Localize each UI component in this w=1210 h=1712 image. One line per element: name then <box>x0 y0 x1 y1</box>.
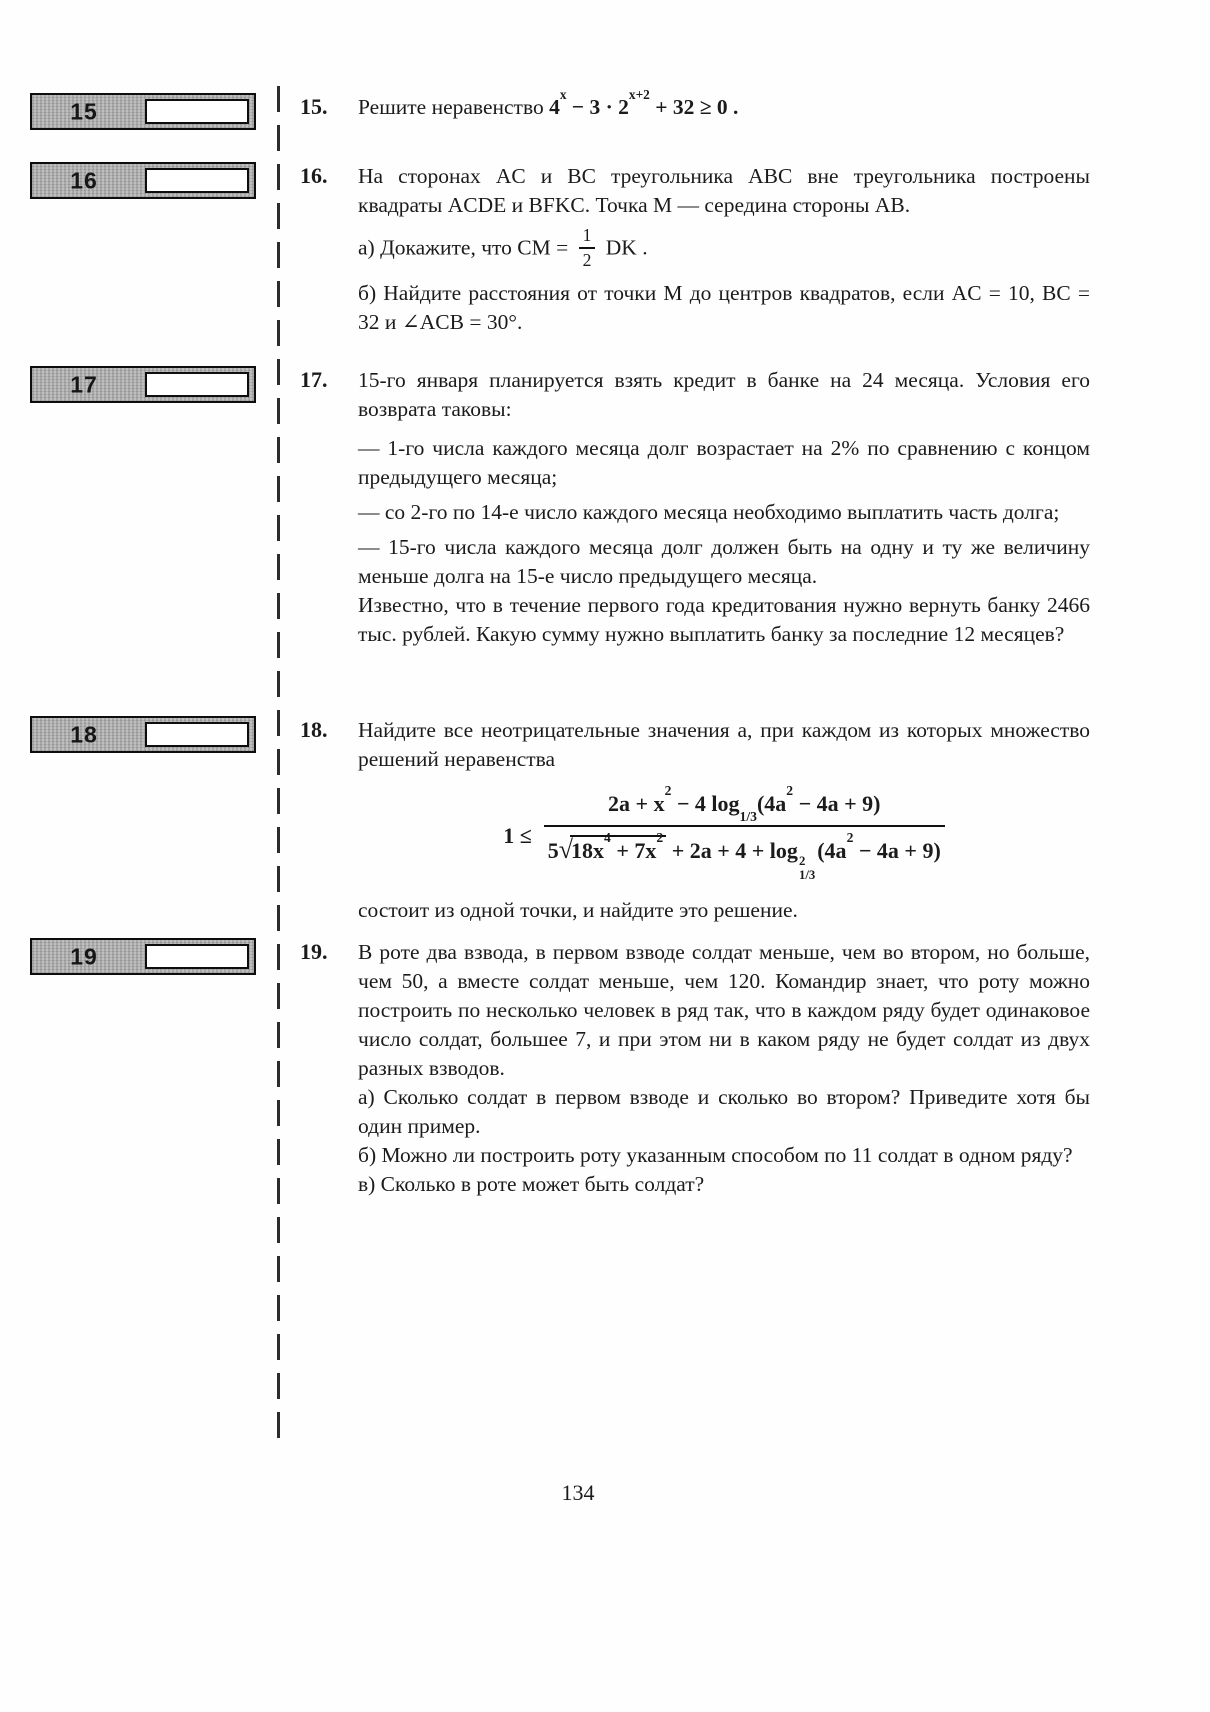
answer-box-17 <box>30 366 256 403</box>
radicand <box>570 829 666 863</box>
formula-piece: 2a + x <box>608 791 665 816</box>
sqrt-symbol: √ <box>558 834 574 864</box>
answer-box-19 <box>30 938 256 975</box>
item-a-lead: а) Докажите, что CM = <box>358 235 569 260</box>
formula-piece: + 32 ≥ 0 . <box>649 95 739 119</box>
formula-piece: − 4a + 9) <box>853 837 941 863</box>
answer-box-number: 16 <box>70 167 98 193</box>
log-exponent: 2 <box>798 854 806 869</box>
problem-16-item-a <box>358 225 1090 271</box>
formula-piece: 4 <box>549 95 560 119</box>
problem-19 <box>300 938 1090 1199</box>
formula-piece: − 4 log <box>671 791 740 816</box>
fraction-denominator <box>544 827 945 883</box>
fraction-denominator: 2 <box>582 249 592 270</box>
answer-field <box>145 722 249 747</box>
formula-exponent: x <box>559 86 567 102</box>
answer-box-number: 18 <box>70 721 98 747</box>
log-base: 1/3 <box>739 809 757 825</box>
inequality-formula-15 <box>549 86 739 119</box>
problem-19-item-b: б) Можно ли построить роту указанным способом по 11 солдат в одном ряду? <box>358 1143 1073 1167</box>
problem-16-text: На сторонах AC и BC треугольника ABC вне треугольника построены квадраты ACDE и BFKC. Точка M — середина стороны AB. <box>358 164 1090 217</box>
problem-17-bullet-2: — со 2-го по 14-е число каждого месяца необходимо выплатить часть долга; <box>358 500 1060 524</box>
problem-19-text: В роте два взвода, в первом взводе солдат меньше, чем во втором, но больше, чем 50, а вместе солдат меньше, чем 120. Командир знает, что роту можно построить по несколько человек в ряд так, что в каждом ряду будет одинаковое число солдат, большее 7, и при этом ни в каком ряду не будет солдат из двух разных взводов. <box>358 940 1090 1080</box>
formula-piece: 18x <box>571 837 605 863</box>
item-a-tail: DK . <box>605 235 648 260</box>
problem-17-intro: 15-го января планируется взять кредит в банке на 24 месяца. Условия его возврата таковы: <box>358 368 1090 421</box>
answer-field <box>145 99 249 124</box>
display-fraction <box>544 783 945 883</box>
problem-number: 15. <box>300 94 328 119</box>
formula-piece: 5 <box>547 837 559 863</box>
problem-16 <box>300 162 1090 337</box>
page-number: 134 <box>561 1480 595 1505</box>
formula-exponent: 2 <box>656 829 664 845</box>
problem-15-text <box>358 86 1090 122</box>
formula-piece: (4a <box>756 791 787 816</box>
formula-piece: + 2a + 4 + log <box>666 837 798 863</box>
problem-number: 16. <box>300 163 328 188</box>
problem-16-item-b: б) Найдите расстояния от точки M до центров квадратов, если AC = 10, BC = 32 и ∠ACB = 30°. <box>358 281 1090 334</box>
problem-number: 17. <box>300 367 328 392</box>
formula-piece: − 4a + 9) <box>793 791 881 816</box>
inequality-formula-18 <box>358 783 1090 883</box>
problem-18-outro: состоит из одной точки, и найдите это решение. <box>358 898 798 923</box>
problem-17-outro: Известно, что в течение первого года кредитования нужно вернуть банку 2466 тыс. рублей. Какую сумму нужно выплатить банку за последние 12 месяцев? <box>358 593 1090 646</box>
problem-18-intro: Найдите все неотрицательные значения a, при каждом из которых множество решений неравенства <box>358 718 1090 771</box>
problem-18 <box>300 716 1090 925</box>
answer-box-number: 17 <box>70 371 98 397</box>
formula-exponent: 2 <box>846 829 854 845</box>
formula-piece: (4a <box>817 837 847 863</box>
problem-15 <box>300 86 1090 122</box>
formula-exponent: x+2 <box>628 86 650 102</box>
fraction-numerator <box>544 783 945 827</box>
dashed-divider <box>277 86 280 1438</box>
formula-piece: + 7x <box>610 837 657 863</box>
answer-field <box>145 944 249 969</box>
formula-exponent: 2 <box>786 783 794 799</box>
answer-box-number: 15 <box>70 98 98 124</box>
problem-17-bullet-1: — 1-го числа каждого месяца долг возрастает на 2% по сравнению с концом предыдущего месяца; <box>358 436 1090 489</box>
problem-17 <box>300 366 1090 649</box>
answer-box-16 <box>30 162 256 199</box>
answer-field <box>145 372 249 397</box>
formula-exponent: 2 <box>664 783 672 799</box>
answer-field <box>145 168 249 193</box>
problem-number: 19. <box>300 939 328 964</box>
log-base: 1/3 <box>798 868 816 883</box>
answer-box-15 <box>30 93 256 130</box>
formula-lhs: 1 ≤ <box>503 823 532 849</box>
answer-box-18 <box>30 716 256 753</box>
problem-19-item-a: а) Сколько солдат в первом взводе и сколько во втором? Приведите хотя бы один пример. <box>358 1085 1090 1138</box>
answer-box-number: 19 <box>70 943 98 969</box>
formula-exponent: 4 <box>604 829 611 845</box>
problem-number: 18. <box>300 717 328 742</box>
fraction-one-half <box>579 226 596 269</box>
problem-15-lead: Решите неравенство <box>358 95 544 119</box>
problem-17-bullet-3: — 15-го числа каждого месяца долг должен быть на одну и ту же величину меньше долга на 15-е число предыдущего месяца. <box>358 535 1090 588</box>
fraction-numerator: 1 <box>579 226 596 249</box>
log-sup-sub <box>799 854 815 882</box>
formula-piece: − 3 · 2 <box>566 95 629 119</box>
problem-19-item-c: в) Сколько в роте может быть солдат? <box>358 1172 705 1196</box>
